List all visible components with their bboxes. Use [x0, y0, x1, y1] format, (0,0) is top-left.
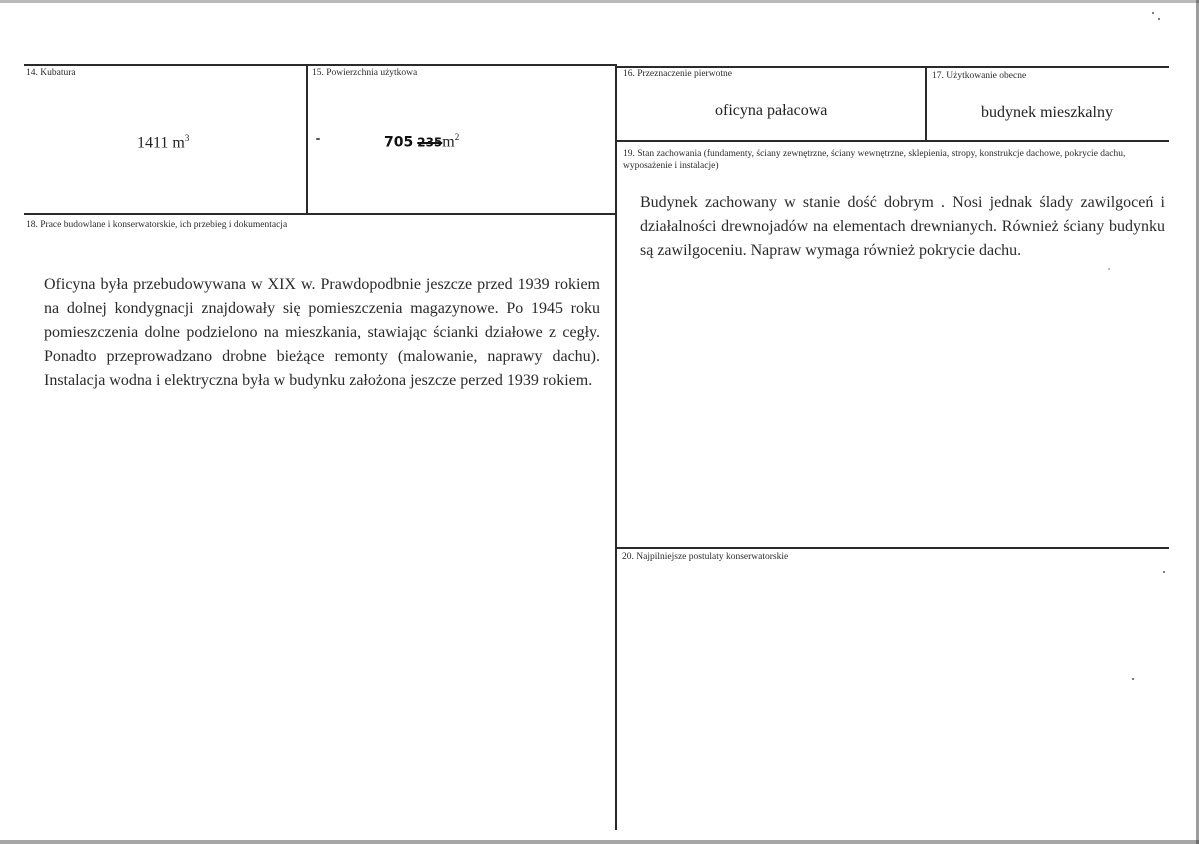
- area-unit: m: [442, 133, 455, 151]
- field-18-label: 18. Prace budowlane i konserwatorskie, ich przebieg i dokumentacja: [26, 220, 288, 230]
- field-20-label: 20. Najpilniejsze postulaty konserwatorskie: [622, 552, 789, 562]
- area-struck-value: 235: [417, 135, 443, 150]
- scan-speck: [1108, 268, 1110, 270]
- cubature-value: 1411 m: [137, 134, 185, 152]
- divider-16-17: [925, 66, 927, 141]
- field-16-label: 16. Przeznaczenie pierwotne: [623, 69, 732, 79]
- rule-under-14-15: [24, 213, 616, 215]
- field-14-value: [137, 133, 189, 152]
- field-19-text: Budynek zachowany w stanie dość dobrym . Nosi jednak ślady zawilgoceń i działalności drewnojadów na elementach drewnianych. Również ściany budynku są zawilgoceniu. Napraw wymaga również pokrycie dachu.: [640, 194, 1165, 259]
- field-15-value: [384, 132, 459, 151]
- scan-speck: [1132, 678, 1134, 680]
- cubature-unit-sup: 3: [184, 133, 190, 143]
- field-18-text: Oficyna była przebudowywana w XIX w. Prawdopodbnie jeszcze przed 1939 rokiem na dolnej kondygnacji znajdowały się pomieszczenia magazynowe. Po 1945 roku pomieszczenia dolne podzielono na mieszkania, stawiając ścianki działowe z cegły. Ponadto przeprowadzano drobne bieżące remonty (malowanie, naprawy dachu). Instalacja wodna i elektryczna była w budynku założona jeszcze perzed 1939 rokiem.: [44, 276, 600, 389]
- field-19-label: 19. Stan zachowania (fundamenty, ściany zewnętrzne, ściany wewnętrzne, sklepienia, stropy, konstrukcje dachowe, pokrycie dachu, wyposażenie i instalacje): [623, 149, 1126, 171]
- top-rule-left: [24, 64, 616, 66]
- divider-14-15: [306, 64, 308, 214]
- field-15-label: 15. Powierzchnia użytkowa: [312, 68, 418, 78]
- scan-speck: [1152, 12, 1154, 14]
- area-unit-sup: 2: [454, 132, 460, 142]
- rule-above-20: [617, 547, 1169, 549]
- field-17-value: budynek mieszkalny: [981, 104, 1113, 121]
- rule-under-16-17: [617, 140, 1169, 142]
- field-14-label: 14. Kubatura: [26, 68, 76, 78]
- top-rule-right: [617, 66, 1169, 68]
- scan-speck: [1163, 571, 1165, 573]
- field-16-value: oficyna pałacowa: [715, 102, 828, 119]
- scan-bottom-edge: [0, 840, 1199, 844]
- pen-mark: [316, 138, 320, 140]
- field-17-label: 17. Użytkowanie obecne: [932, 71, 1027, 81]
- scan-speck: [1158, 18, 1160, 20]
- main-vertical-divider: [615, 64, 617, 830]
- area-handwritten-value: 705: [384, 134, 414, 151]
- scan-top-edge: [0, 0, 1199, 3]
